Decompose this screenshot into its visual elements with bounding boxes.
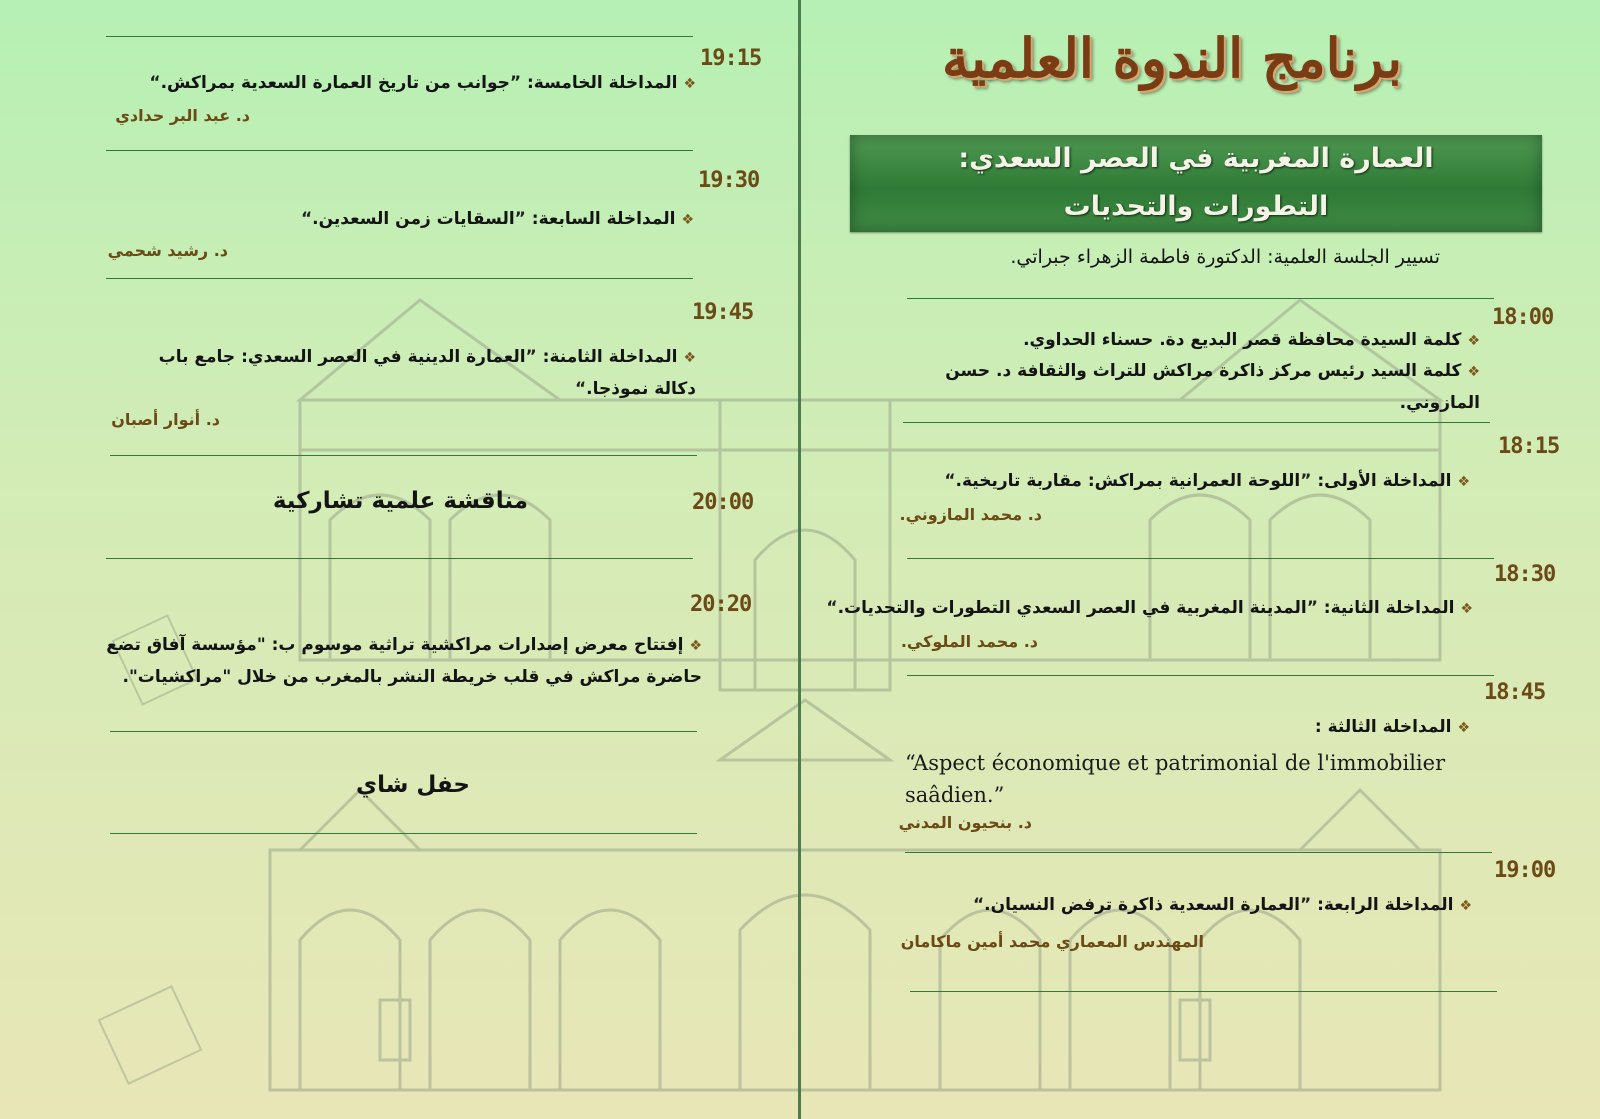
session-line: ❖المداخلة السابعة: ”السقايات زمن السعدين.“ bbox=[300, 209, 694, 229]
time-slot: 20:20 bbox=[690, 592, 752, 617]
session-line bbox=[900, 356, 1480, 419]
divider bbox=[106, 558, 693, 559]
page-title: برنامج الندوة العلمية bbox=[941, 26, 1402, 90]
session-label: المداخلة الثامنة: bbox=[542, 347, 678, 367]
speaker-name: المهندس المعماري محمد أمين ماكامان bbox=[900, 932, 1204, 951]
discussion-title: مناقشة علمية تشاركية bbox=[272, 488, 528, 514]
session-label: المداخلة الثالثة : bbox=[1314, 717, 1452, 737]
bullet-icon: ❖ bbox=[689, 638, 702, 654]
session-title: المدينة المغربية في العصر السعدي التطورات والتحديات. bbox=[837, 598, 1307, 618]
session-title: العمارة السعدية ذاكرة ترفض النسيان. bbox=[984, 895, 1300, 915]
divider bbox=[907, 298, 1494, 299]
opening-speech-1: كلمة السيدة محافظة قصر البديع دة. حسناء الحداوي. bbox=[1023, 330, 1462, 350]
divider bbox=[110, 833, 697, 834]
theme-banner bbox=[850, 135, 1542, 232]
time-slot: 19:45 bbox=[692, 300, 754, 325]
divider bbox=[903, 422, 1490, 423]
bullet-icon: ❖ bbox=[1457, 720, 1470, 736]
time-slot: 18:45 bbox=[1484, 680, 1546, 705]
moderation-line: تسيير الجلسة العلمية: الدكتورة فاطمة الزهراء جبراتي. bbox=[1010, 246, 1440, 268]
session-line bbox=[1315, 712, 1470, 744]
bullet-icon: ❖ bbox=[1460, 601, 1473, 617]
session-title-fr: “Aspect économique et patrimonial de l'immobilier saâdien.” bbox=[905, 751, 1446, 807]
session-label: المداخلة الثانية: bbox=[1323, 598, 1455, 618]
divider bbox=[910, 991, 1497, 992]
divider bbox=[905, 852, 1492, 853]
speaker-name: د. عبد البر حدادي bbox=[115, 106, 250, 125]
session-title: اللوحة العمرانية بمراكش: مقاربة تاريخية. bbox=[955, 471, 1301, 491]
exhibition-text bbox=[102, 630, 702, 693]
theme-banner-text: العمارة المغربية في العصر السعدي: التطورات والتحديات bbox=[958, 143, 1434, 222]
speaker-name: د. رشيد شحمي bbox=[107, 241, 228, 260]
bullet-icon: ❖ bbox=[1459, 898, 1472, 914]
session-label: المداخلة السابعة: bbox=[531, 209, 676, 229]
session-line: ❖المداخلة الأولى: ”اللوحة العمرانية بمراكش: مقاربة تاريخية.“ bbox=[944, 471, 1470, 491]
speaker-name: د. أنوار أصبان bbox=[111, 410, 220, 429]
time-slot: 20:00 bbox=[692, 490, 754, 515]
divider bbox=[106, 150, 693, 151]
session-line: ❖المداخلة الثامنة: ”العمارة الدينية في العصر السعدي: جامع باب دكالة نموذجا.“ bbox=[158, 347, 696, 399]
speaker-name: د. بنحيون المدني bbox=[898, 813, 1032, 832]
time-slot: 19:30 bbox=[698, 168, 760, 193]
divider bbox=[110, 731, 697, 732]
session-title: السقايات زمن السعدين. bbox=[312, 209, 515, 229]
exhibition-description: إفتتاح معرض إصدارات مراكشية تراثية موسوم ب: "مؤسسة آفاق تضع حاضرة مراكش في قلب خريطة النشر بالمغرب من خلال "مراكشيات". bbox=[106, 635, 702, 687]
bullet-icon: ❖ bbox=[683, 350, 696, 366]
session-label: المداخلة الأولى: bbox=[1317, 471, 1452, 491]
divider bbox=[907, 675, 1494, 676]
session-label: المداخلة الرابعة: bbox=[1317, 895, 1454, 915]
bullet-icon: ❖ bbox=[1467, 364, 1480, 380]
divider bbox=[110, 455, 697, 456]
bullet-icon: ❖ bbox=[683, 76, 696, 92]
time-slot: 19:00 bbox=[1494, 858, 1556, 883]
session-line: ❖المداخلة الخامسة: ”جوانب من تاريخ العمارة السعدية بمراكش.“ bbox=[149, 73, 696, 93]
session-title: جوانب من تاريخ العمارة السعدية بمراكش. bbox=[160, 73, 510, 93]
divider bbox=[106, 278, 693, 279]
time-slot: 19:15 bbox=[700, 46, 762, 71]
page-fold bbox=[798, 0, 801, 1119]
time-slot: 18:00 bbox=[1492, 305, 1554, 330]
session-label: المداخلة الخامسة: bbox=[526, 73, 678, 93]
time-slot: 18:30 bbox=[1494, 562, 1556, 587]
opening-speech-2: كلمة السيد رئيس مركز ذاكرة مراكش للتراث والثقافة د. حسن المازوني. bbox=[945, 361, 1480, 413]
time-slot: 18:15 bbox=[1498, 434, 1560, 459]
session-line: ❖المداخلة الثانية: ”المدينة المغربية في العصر السعدي التطورات والتحديات.“ bbox=[826, 598, 1473, 618]
bullet-icon: ❖ bbox=[1467, 333, 1480, 349]
tea-party-title: حفل شاي bbox=[355, 772, 470, 798]
divider bbox=[907, 558, 1494, 559]
divider bbox=[106, 36, 693, 37]
session-line bbox=[1023, 325, 1480, 357]
session-title: Aspect économique et patrimonial de l'immobilier saâdien. bbox=[905, 751, 1446, 807]
session-title: العمارة الدينية في العصر السعدي: جامع باب دكالة نموذجا. bbox=[158, 347, 696, 399]
speaker-name: د. محمد المازوني. bbox=[899, 505, 1042, 524]
session-line: ❖المداخلة الرابعة: ”العمارة السعدية ذاكرة ترفض النسيان.“ bbox=[972, 895, 1472, 915]
speaker-name: د. محمد الملوكي. bbox=[900, 632, 1038, 651]
bullet-icon: ❖ bbox=[681, 212, 694, 228]
bullet-icon: ❖ bbox=[1457, 474, 1470, 490]
